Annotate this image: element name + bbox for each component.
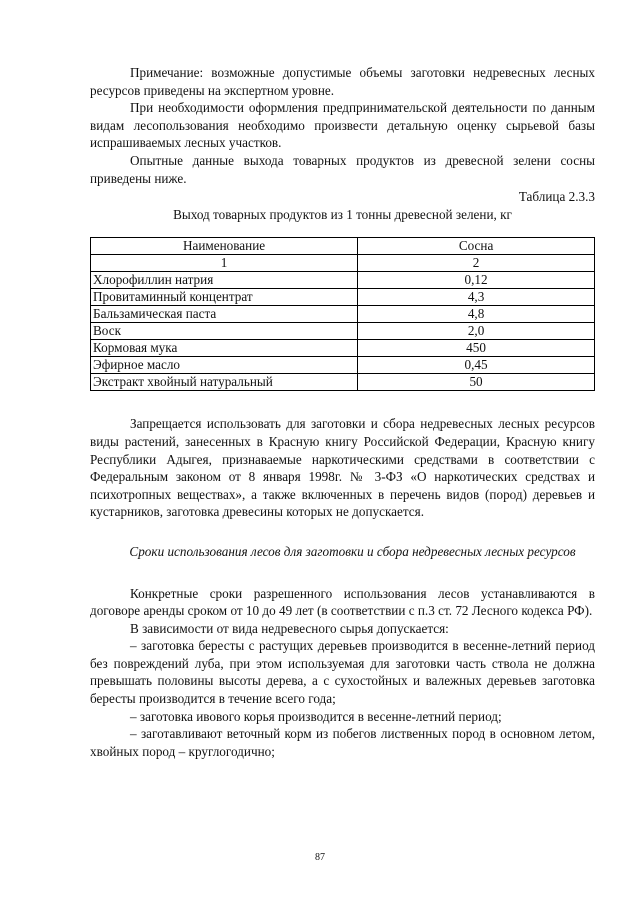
- section-heading: Сроки использования лесов для заготовки и сбора недревесных лесных ресурсов: [129, 543, 576, 559]
- table-row: [91, 289, 595, 306]
- prohibition-paragraph: Запрещается использовать для заготовки и сбора недревесных лесных ресурсов виды растений, занесенных в Красную книгу Российской Федерации, Красную книгу Республики Адыгея, признаваемые наркотическими средствами в соответствии с Федеральным законом от 8 января 1998г. № 3-ФЗ «О наркотических средствах и психотропных веществах», а также включенных в перечень видов (пород) деревьев и кустарников, заготовка древесины которых не допускается.: [90, 416, 595, 520]
- list-item: – заготовка ивового корья производится в весенне-летний период;: [130, 708, 502, 724]
- product-value: 4,3: [358, 289, 595, 306]
- page-number: 87: [315, 852, 325, 863]
- paragraph: Опытные данные выхода товарных продуктов из древесной зелени сосны приведены ниже.: [90, 152, 595, 186]
- product-name: Хлорофиллин натрия: [91, 272, 358, 289]
- list-item: – заготавливают веточный корм из побегов лиственных пород в основном летом, хвойных пород – круглогодично;: [90, 726, 595, 759]
- table-row: [91, 340, 595, 357]
- product-name: Экстракт хвойный натуральный: [91, 374, 358, 391]
- product-value: 50: [358, 374, 595, 391]
- column-header-name: Наименование: [91, 238, 358, 255]
- product-value: 0,12: [358, 272, 595, 289]
- product-name: Воск: [91, 323, 358, 340]
- table-row: [91, 272, 595, 289]
- column-number: 2: [358, 255, 595, 272]
- product-value: 2,0: [358, 323, 595, 340]
- table-title: Выход товарных продуктов из 1 тонны древесной зелени, кг: [173, 206, 512, 222]
- document-page: [90, 64, 595, 760]
- table-row: [91, 323, 595, 340]
- paragraph: В зависимости от вида недревесного сырья допускается:: [130, 620, 449, 636]
- product-value: 450: [358, 340, 595, 357]
- paragraph: При необходимости оформления предпринимательской деятельности по данным видам лесопользования необходимо произвести детальную оценку сырьевой базы испрашиваемых лесных участков.: [90, 100, 595, 151]
- product-value: 4,8: [358, 306, 595, 323]
- table-row: [91, 357, 595, 374]
- table-row: [91, 306, 595, 323]
- product-name: Эфирное масло: [91, 357, 358, 374]
- column-number: 1: [91, 255, 358, 272]
- column-header-pine: Сосна: [358, 238, 595, 255]
- product-name: Кормовая мука: [91, 340, 358, 357]
- products-table: [90, 237, 595, 391]
- product-name: Провитаминный концентрат: [91, 289, 358, 306]
- table-header-row: [91, 238, 595, 255]
- paragraph: Конкретные сроки разрешенного использования лесов устанавливаются в договоре аренды сроком от 10 до 49 лет (в соответствии с п.3 ст. 72 Лесного кодекса РФ).: [90, 585, 595, 619]
- note-paragraph: Примечание: возможные допустимые объемы заготовки недревесных лесных ресурсов приведены на экспертном уровне.: [90, 65, 595, 98]
- table-label: Таблица 2.3.3: [518, 189, 595, 205]
- product-name: Бальзамическая паста: [91, 306, 358, 323]
- column-number-row: [91, 255, 595, 272]
- product-value: 0,45: [358, 357, 595, 374]
- list-item: – заготовка бересты с растущих деревьев производится в весенне-летний период без повреждений луба, при этом используемая для заготовки часть ствола не должна превышать половины высоты дерева, а с сухостойных и валежных деревьев заготовка бересты производится в течение всего года;: [90, 638, 595, 707]
- table-row: [91, 374, 595, 391]
